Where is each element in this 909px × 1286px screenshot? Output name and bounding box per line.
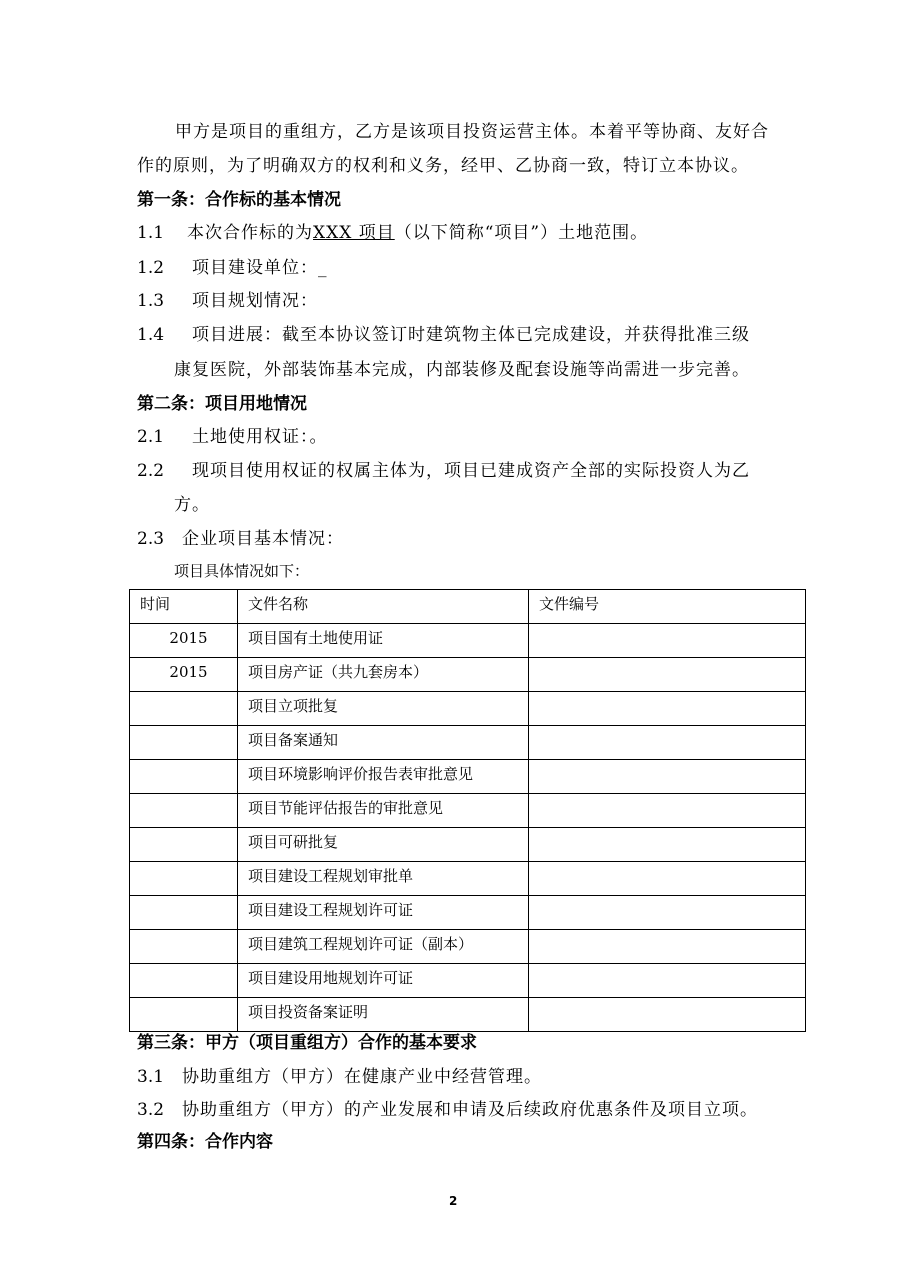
table-row — [130, 998, 806, 1032]
clause-2-2 — [137, 459, 750, 483]
cell-time — [130, 964, 238, 998]
cell-time — [130, 998, 238, 1032]
table-row — [130, 828, 806, 862]
project-documents-table — [129, 589, 806, 1032]
cell-file-name: 项目房产证（共九套房本） — [238, 658, 529, 692]
cell-file-number — [529, 998, 806, 1032]
article-2-heading: 第二条：项目用地情况 — [137, 394, 307, 414]
clause-1-3 — [137, 289, 318, 313]
clause-1-1 — [137, 221, 648, 245]
cell-time — [130, 692, 238, 726]
cell-file-name: 项目建设工程规划审批单 — [238, 862, 529, 896]
cell-file-number — [529, 624, 806, 658]
intro-line-2: 作的原则，为了明确双方的权利和义务，经甲、乙协商一致，特订立本协议。 — [137, 156, 749, 176]
clause-text: 协助重组方（甲方）的产业发展和申请及后续政府优惠条件及项目立项。 — [182, 1100, 758, 1120]
clause-1-4 — [137, 323, 750, 347]
clause-text: 项目进展：截至本协议签订时建筑物主体已完成建设，并获得批准三级 — [192, 325, 750, 345]
header-file-name: 文件名称 — [238, 590, 529, 624]
clause-3-2 — [137, 1098, 758, 1122]
cell-time — [130, 896, 238, 930]
clause-number: 2.2 — [137, 461, 165, 481]
table-intro: 项目具体情况如下： — [174, 562, 310, 580]
clause-text: 本次合作标的为 — [187, 223, 313, 243]
clause-number: 1.2 — [137, 258, 165, 278]
cell-file-name: 项目环境影响评价报告表审批意见 — [238, 760, 529, 794]
table-row — [130, 862, 806, 896]
clause-text: 项目规划情况： — [192, 291, 318, 311]
article-1-heading: 第一条：合作标的基本情况 — [137, 190, 341, 210]
article-3-heading: 第三条：甲方（项目重组方）合作的基本要求 — [137, 1033, 477, 1053]
clause-text: （以下简称“项目”）土地范围。 — [394, 223, 649, 243]
clause-number: 3.2 — [137, 1100, 165, 1120]
cell-file-number — [529, 726, 806, 760]
table-row — [130, 964, 806, 998]
clause-number: 1.4 — [137, 325, 165, 345]
cell-file-number — [529, 760, 806, 794]
cell-time — [130, 726, 238, 760]
clause-1-2 — [137, 256, 328, 280]
cell-time — [130, 862, 238, 896]
cell-file-name: 项目建设用地规划许可证 — [238, 964, 529, 998]
cell-file-number — [529, 828, 806, 862]
clause-text: 项目建设单位： — [192, 258, 318, 278]
cell-file-number — [529, 964, 806, 998]
clause-number: 2.3 — [137, 529, 165, 549]
article-4-heading: 第四条：合作内容 — [137, 1132, 273, 1152]
blank-field: _ — [318, 258, 328, 278]
clause-text: 企业项目基本情况： — [182, 529, 344, 549]
cell-file-number — [529, 794, 806, 828]
cell-file-number — [529, 930, 806, 964]
cell-file-name: 项目立项批复 — [238, 692, 529, 726]
cell-file-number — [529, 896, 806, 930]
clause-1-4-continued: 康复医院，外部装饰基本完成，内部装修及配套设施等尚需进一步完善。 — [174, 360, 750, 380]
clause-text: 协助重组方（甲方）在健康产业中经营管理。 — [182, 1067, 542, 1087]
cell-file-number — [529, 658, 806, 692]
cell-file-name: 项目可研批复 — [238, 828, 529, 862]
cell-time: 2015 — [130, 624, 238, 658]
header-file-number: 文件编号 — [529, 590, 806, 624]
table-header-row — [130, 590, 806, 624]
table-row — [130, 726, 806, 760]
cell-file-name: 项目建设工程规划许可证 — [238, 896, 529, 930]
table-row — [130, 896, 806, 930]
cell-time — [130, 794, 238, 828]
clause-2-2-continued: 方。 — [174, 495, 210, 515]
clause-text: 现项目使用权证的权属主体为，项目已建成资产全部的实际投资人为乙 — [192, 461, 750, 481]
cell-time: 2015 — [130, 658, 238, 692]
cell-file-name: 项目备案通知 — [238, 726, 529, 760]
clause-number: 1.3 — [137, 291, 165, 311]
cell-time — [130, 828, 238, 862]
clause-3-1 — [137, 1065, 542, 1089]
table-row — [130, 930, 806, 964]
page-number: 2 — [449, 1194, 458, 1208]
clause-2-1 — [137, 425, 328, 449]
header-time: 时间 — [130, 590, 238, 624]
table-row — [130, 658, 806, 692]
table-row — [130, 692, 806, 726]
clause-text: 土地使用权证：。 — [192, 427, 328, 447]
cell-file-name: 项目建筑工程规划许可证（副本） — [238, 930, 529, 964]
table-row — [130, 624, 806, 658]
cell-time — [130, 930, 238, 964]
intro-line-1: 甲方是项目的重组方，乙方是该项目投资运营主体。本着平等协商、友好合 — [175, 122, 769, 142]
project-name: XXX 项目 — [313, 223, 395, 243]
cell-file-name: 项目节能评估报告的审批意见 — [238, 794, 529, 828]
cell-file-name: 项目国有土地使用证 — [238, 624, 529, 658]
clause-number: 1.1 — [137, 223, 165, 243]
clause-number: 2.1 — [137, 427, 165, 447]
cell-file-number — [529, 692, 806, 726]
table-row — [130, 794, 806, 828]
clause-2-3 — [137, 527, 344, 551]
cell-file-number — [529, 862, 806, 896]
clause-number: 3.1 — [137, 1067, 165, 1087]
cell-file-name: 项目投资备案证明 — [238, 998, 529, 1032]
cell-time — [130, 760, 238, 794]
table-row — [130, 760, 806, 794]
